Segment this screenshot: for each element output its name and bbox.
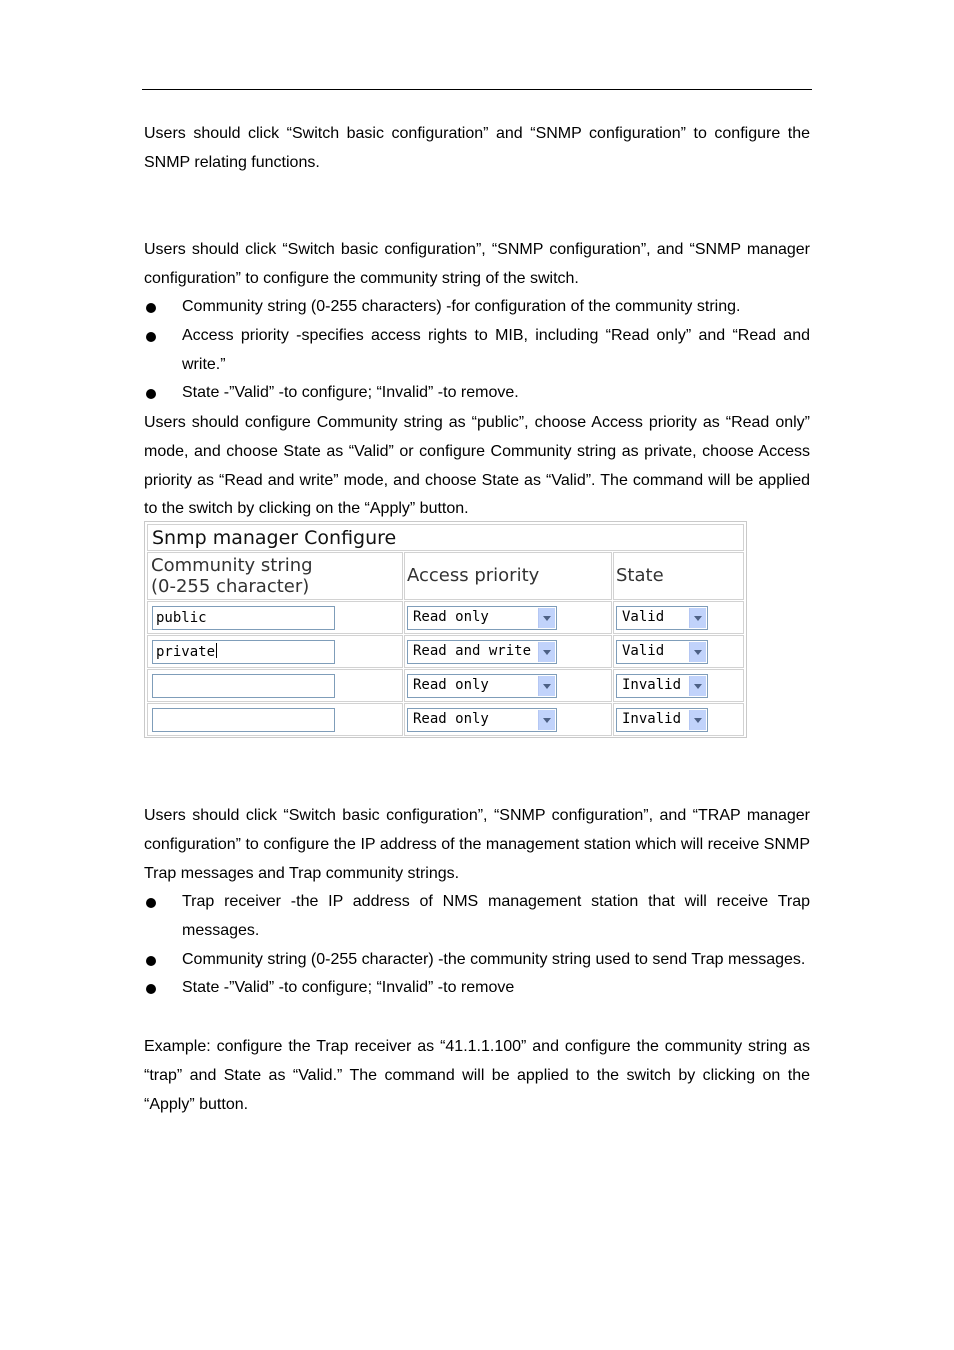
access-priority-select[interactable]: Read only [407, 606, 557, 630]
table-cell [613, 703, 744, 736]
table-cell [147, 703, 403, 736]
bullet-icon [146, 332, 156, 342]
community-string-input[interactable]: private [152, 640, 335, 664]
state-select[interactable]: Invalid [616, 674, 708, 698]
chevron-down-icon[interactable] [538, 710, 555, 730]
chevron-down-icon[interactable] [538, 642, 555, 662]
header-state: State [613, 552, 744, 600]
list-item: Access priority -specifies access rights to MIB, including “Read only” and “Read and write.” [144, 322, 810, 380]
table-cell [404, 635, 612, 668]
trap-intro-paragraph: Users should click “Switch basic configuration”, “SNMP configuration”, and “TRAP manager configuration” to configure the IP address of the management station which will receive SNMP Trap messages and Trap community strings. [144, 807, 810, 882]
snmp-manager-panel [144, 521, 747, 738]
state-select[interactable]: Valid [616, 606, 708, 630]
header-community-string: Community string (0-255 character) [147, 552, 403, 600]
table-cell [147, 601, 403, 634]
table-cell [147, 635, 403, 668]
state-select[interactable]: Invalid [616, 708, 708, 732]
community-intro-paragraph: Users should click “Switch basic configuration”, “SNMP configuration”, and “SNMP manager configuration” to configure the community string of the switch. [144, 241, 810, 287]
community-example-paragraph: Users should configure Community string as “public”, choose Access priority as “Read only” mode, and choose State as “Valid” or configure Community string as private, choose Access priority as “Read and write” mode, and choose State as “Valid”. The command will be applied to the switch by clicking on the “Apply” button. [144, 414, 810, 518]
community-string-input[interactable] [152, 708, 335, 732]
access-priority-select[interactable]: Read only [407, 708, 557, 732]
table-cell [404, 601, 612, 634]
intro-paragraph: Users should click “Switch basic configuration” and “SNMP configuration” to configure the SNMP relating functions. [144, 125, 810, 171]
community-string-input[interactable]: public [152, 606, 335, 630]
access-priority-select[interactable]: Read only [407, 674, 557, 698]
chevron-down-icon[interactable] [538, 608, 555, 628]
bullet-icon [146, 956, 156, 966]
bullet-icon [146, 389, 156, 399]
chevron-down-icon[interactable] [538, 676, 555, 696]
access-priority-select[interactable]: Read and write [407, 640, 557, 664]
header-rule [142, 89, 812, 90]
trap-example-paragraph: Example: configure the Trap receiver as “41.1.1.100” and configure the community string as “trap” and State as “Valid.” The command will be applied to the switch by clicking on the “Apply” button. [144, 1038, 810, 1113]
list-item: State -”Valid” -to configure; “Invalid” -to remove. [144, 379, 810, 408]
header-access-priority: Access priority [404, 552, 612, 600]
list-item: Community string (0-255 characters) -for configuration of the community string. [144, 293, 810, 322]
table-cell [404, 669, 612, 702]
table-cell [613, 669, 744, 702]
state-select[interactable]: Valid [616, 640, 708, 664]
trap-options-list [144, 888, 810, 1003]
chevron-down-icon[interactable] [689, 608, 706, 628]
table-cell [147, 669, 403, 702]
community-string-input[interactable] [152, 674, 335, 698]
table-cell [613, 601, 744, 634]
list-item: Trap receiver -the IP address of NMS management station that will receive Trap messages. [144, 888, 810, 946]
list-item: Community string (0-255 character) -the community string used to send Trap messages. [144, 946, 810, 975]
bullet-icon [146, 984, 156, 994]
panel-title: Snmp manager Configure [147, 524, 744, 551]
bullet-icon [146, 898, 156, 908]
list-item: State -”Valid” -to configure; “Invalid” -to remove [144, 974, 810, 1003]
chevron-down-icon[interactable] [689, 676, 706, 696]
chevron-down-icon[interactable] [689, 642, 706, 662]
text-cursor [216, 643, 217, 658]
bullet-icon [146, 303, 156, 313]
chevron-down-icon[interactable] [689, 710, 706, 730]
community-options-list [144, 293, 810, 408]
table-cell [613, 635, 744, 668]
table-cell [404, 703, 612, 736]
